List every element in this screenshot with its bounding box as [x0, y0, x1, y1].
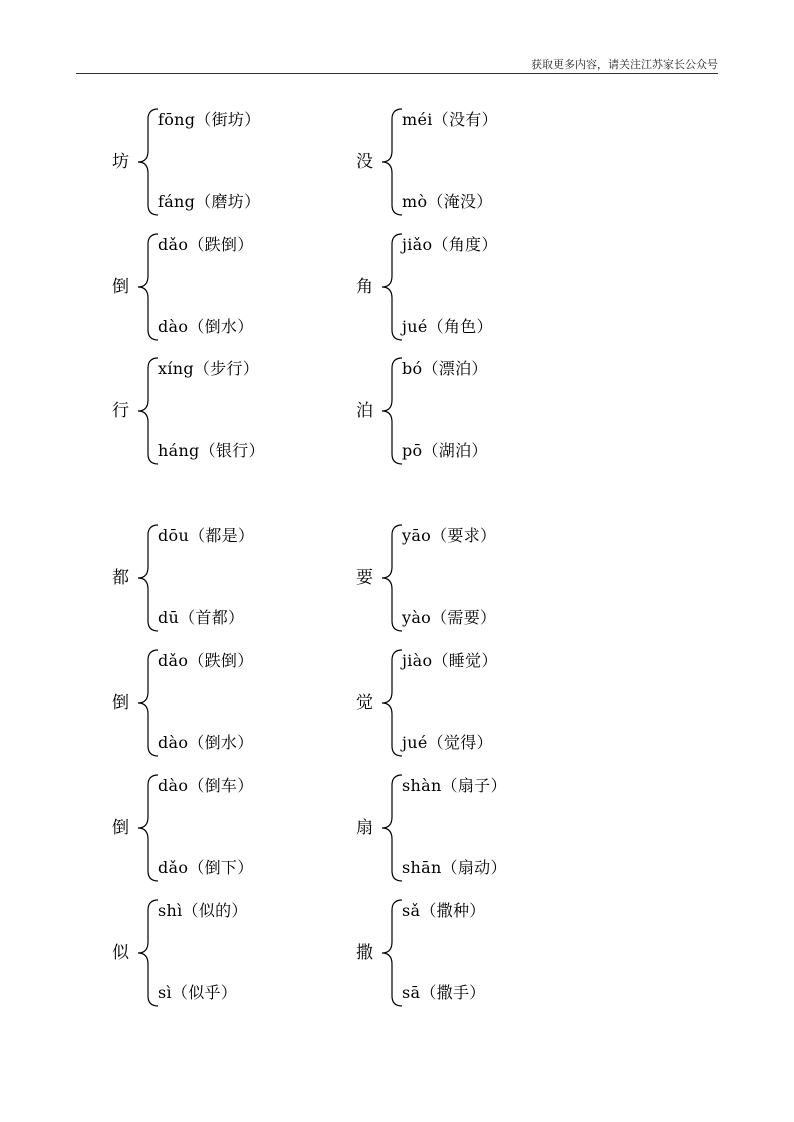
polyphone-character: 泊 [356, 401, 373, 421]
pinyin-reading-top: méi（没有） [402, 110, 498, 129]
polyphone-entry [356, 773, 616, 883]
left-brace-icon [136, 232, 160, 342]
polyphone-character: 坊 [112, 152, 129, 172]
polyphone-character: 倒 [112, 818, 129, 838]
polyphone-character: 扇 [356, 818, 373, 838]
pinyin-reading-top: sǎ（撒种） [402, 901, 486, 920]
left-brace-icon [380, 898, 404, 1008]
pinyin-reading-bottom: sā（撒手） [402, 983, 486, 1002]
polyphone-entry [112, 523, 372, 633]
polyphone-entry [356, 523, 616, 633]
left-brace-icon [136, 773, 160, 883]
left-brace-icon [380, 232, 404, 342]
pinyin-reading-bottom: dū（首都） [158, 608, 245, 627]
pinyin-reading-bottom: dào（倒水） [158, 317, 254, 336]
pinyin-reading-top: fōng（街坊） [158, 110, 261, 129]
pinyin-reading-bottom: shān（扇动） [402, 858, 507, 877]
left-brace-icon [136, 648, 160, 758]
polyphone-character: 觉 [356, 693, 373, 713]
pinyin-reading-top: dǎo（跌倒） [158, 235, 254, 254]
polyphone-character: 似 [112, 943, 129, 963]
left-brace-icon [380, 107, 404, 217]
pinyin-reading-top: yāo（要求） [402, 526, 497, 545]
pinyin-reading-bottom: dào（倒水） [158, 733, 254, 752]
polyphone-entry [112, 773, 372, 883]
left-brace-icon [136, 107, 160, 217]
pinyin-reading-bottom: yào（需要） [402, 608, 497, 627]
left-brace-icon [136, 523, 160, 633]
pinyin-reading-top: bó（漂泊） [402, 359, 488, 378]
polyphone-character: 行 [112, 401, 129, 421]
polyphone-character: 倒 [112, 693, 129, 713]
pinyin-reading-top: xíng（步行） [158, 359, 260, 378]
left-brace-icon [380, 523, 404, 633]
header-rule [76, 73, 718, 74]
pinyin-reading-bottom: jué（角色） [402, 317, 493, 336]
pinyin-reading-bottom: háng（银行） [158, 441, 265, 460]
pinyin-reading-top: shàn（扇子） [402, 776, 507, 795]
pinyin-reading-top: jiào（睡觉） [402, 651, 498, 670]
polyphone-entry [112, 648, 372, 758]
polyphone-entry [356, 648, 616, 758]
polyphone-entry [112, 356, 372, 466]
pinyin-reading-top: dōu（都是） [158, 526, 255, 545]
polyphone-character: 角 [356, 277, 373, 297]
header-text: 获取更多内容，请关注江苏家长公众号 [531, 58, 718, 71]
pinyin-reading-top: dào（倒车） [158, 776, 254, 795]
polyphone-entry [112, 107, 372, 217]
polyphone-entry [356, 232, 616, 342]
pinyin-reading-bottom: jué（觉得） [402, 733, 493, 752]
polyphone-entry [356, 898, 616, 1008]
polyphone-character: 倒 [112, 277, 129, 297]
left-brace-icon [136, 898, 160, 1008]
polyphone-character: 要 [356, 568, 373, 588]
pinyin-reading-top: shì（似的） [158, 901, 248, 920]
left-brace-icon [136, 356, 160, 466]
polyphone-character: 撒 [356, 943, 373, 963]
left-brace-icon [380, 356, 404, 466]
pinyin-reading-bottom: dǎo（倒下） [158, 858, 254, 877]
pinyin-reading-top: jiǎo（角度） [402, 235, 498, 254]
polyphone-character: 都 [112, 568, 129, 588]
pinyin-reading-top: dǎo（跌倒） [158, 651, 254, 670]
polyphone-entry [356, 356, 616, 466]
pinyin-reading-bottom: fáng（磨坊） [158, 192, 261, 211]
polyphone-entry [112, 232, 372, 342]
left-brace-icon [380, 773, 404, 883]
left-brace-icon [380, 648, 404, 758]
polyphone-entry [112, 898, 372, 1008]
polyphone-character: 没 [356, 152, 373, 172]
pinyin-reading-bottom: pō（湖泊） [402, 441, 488, 460]
polyphone-entry [356, 107, 616, 217]
pinyin-reading-bottom: sì（似乎） [158, 983, 238, 1002]
pinyin-reading-bottom: mò（淹没） [402, 192, 493, 211]
